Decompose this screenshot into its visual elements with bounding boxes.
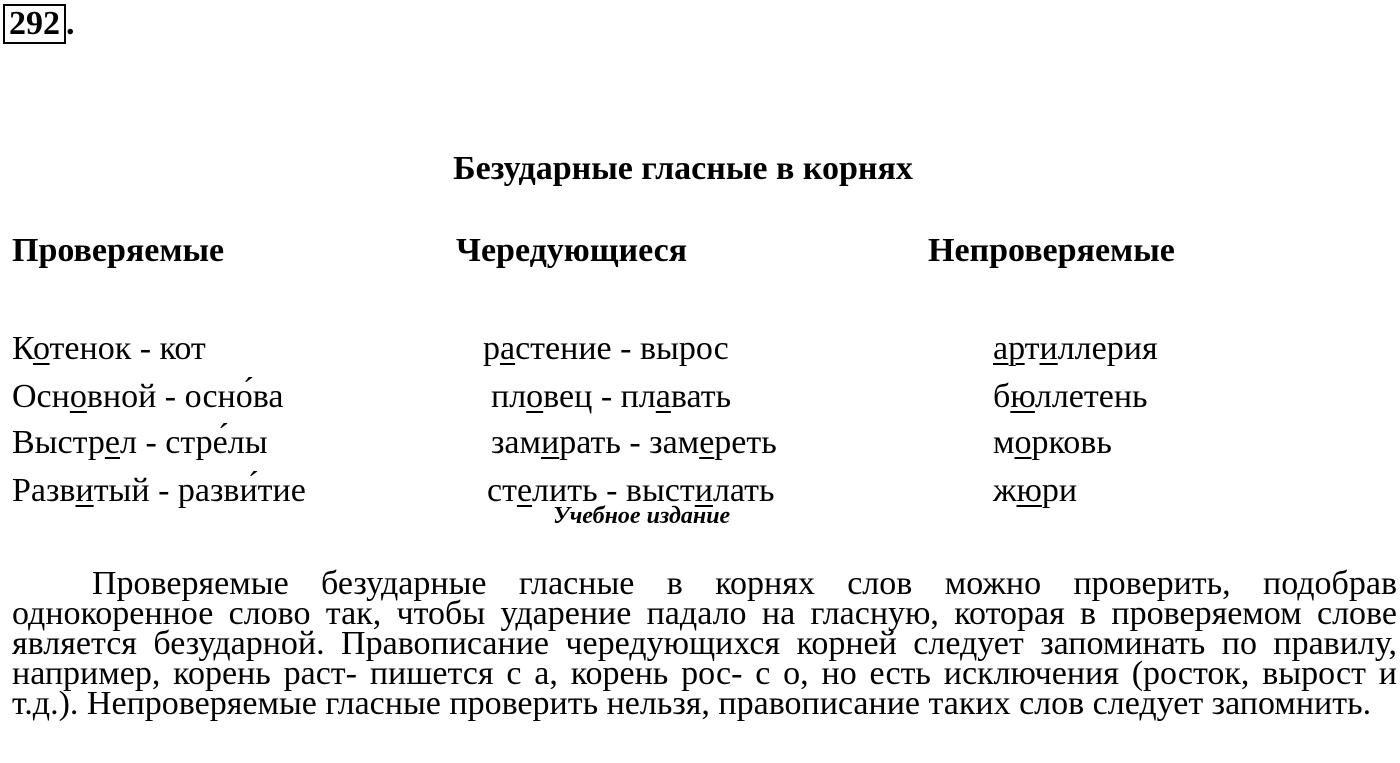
unstressed-vowel: о	[32, 330, 50, 367]
exercise-number-box: 292	[3, 4, 66, 44]
column-header-checked: Проверяемые	[12, 232, 225, 269]
unstressed-vowel: и	[1039, 330, 1058, 367]
unstressed-vowel: е	[104, 424, 120, 461]
word-pair: Основной - осно́ва	[12, 378, 284, 415]
word-pair: Котенок - кот	[12, 330, 206, 367]
word-pair: растение - вырос	[483, 330, 729, 367]
unstressed-vowel: ар	[993, 330, 1025, 367]
unstressed-vowel: и	[75, 472, 94, 509]
unstressed-vowel: о	[526, 378, 544, 415]
word-pair: замирать - замереть	[491, 424, 777, 461]
unstressed-vowel: е	[516, 472, 533, 509]
explanation-paragraph: Проверяемые безударные гласные в корнях слов можно проверить, подобрав однокоренное слово так, чтобы ударение падало на гласную, которая в проверяемом слове является безударной. Правописание чередующихся корней следует запоминать по правилу, например, корень раст- пишется с а, корень рос- с о, но есть исключения (росток, вырост и т.д.). Непроверяемые гласные проверить нельзя, правописание таких слов следует запомнить.	[12, 565, 1397, 722]
word: бюллетень	[993, 378, 1148, 415]
unstressed-vowel: ю	[1010, 378, 1035, 415]
unstressed-vowel: ю	[1016, 472, 1042, 509]
unstressed-vowel: а	[655, 378, 671, 415]
unstressed-vowel: о	[69, 378, 87, 415]
watermark-stamp: Учебное издание	[553, 503, 731, 529]
word-pair: Выстрел - стре́лы	[12, 424, 268, 461]
column-header-unchecked: Непроверяемые	[928, 232, 1175, 269]
unstressed-vowel: е	[699, 424, 715, 461]
column-header-alternating: Чередующиеся	[456, 232, 688, 269]
unstressed-vowel: а	[500, 330, 516, 367]
exercise-number: 292 .	[3, 4, 75, 44]
word-pair: Развитый - разви́тие	[12, 472, 306, 509]
unstressed-vowel: и	[694, 472, 713, 509]
word-pair: стелить - выстилать	[487, 472, 775, 509]
unstressed-vowel: о	[1014, 424, 1032, 461]
unstressed-vowel: и	[541, 424, 560, 461]
word-pair: пловец - плавать	[491, 378, 732, 415]
word: артиллерия	[993, 330, 1158, 367]
word: жюри	[993, 472, 1078, 509]
word: морковь	[993, 424, 1112, 461]
page-title: Безударные гласные в корнях	[453, 150, 913, 187]
